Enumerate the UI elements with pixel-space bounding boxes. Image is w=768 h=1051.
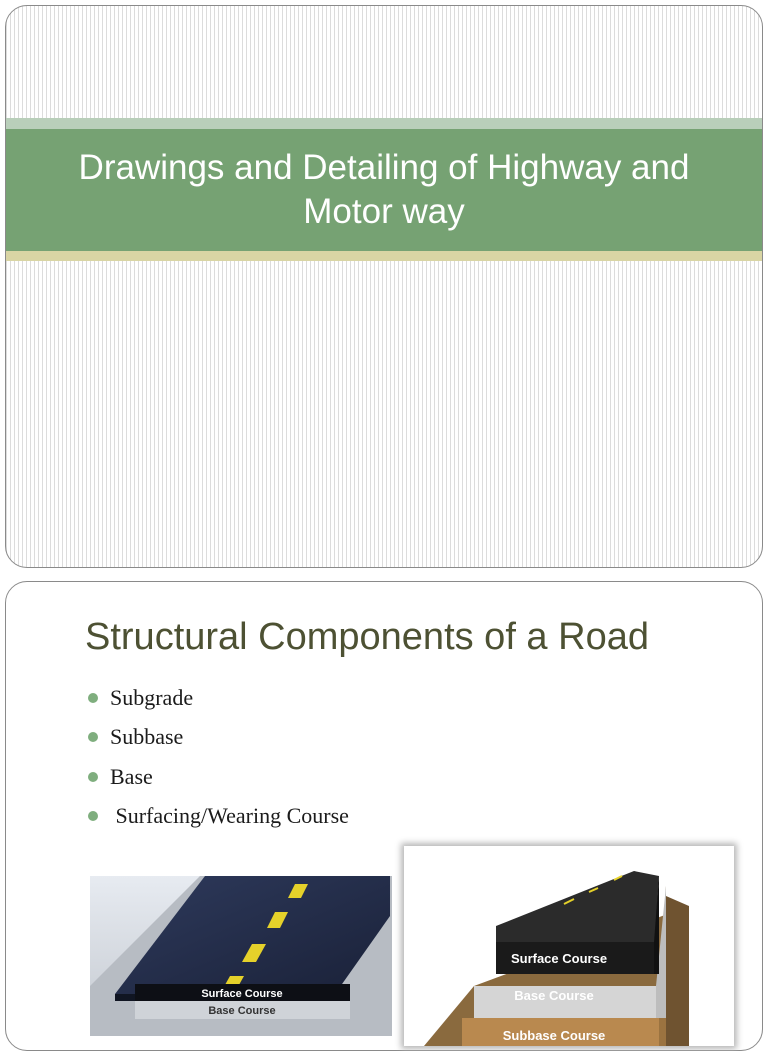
bullet-dot-icon xyxy=(88,693,98,703)
slide-heading: Structural Components of a Road xyxy=(85,616,649,658)
bullet-text: Subgrade xyxy=(110,684,194,710)
bullet-item xyxy=(86,718,349,758)
subbase-course-label: Subbase Course xyxy=(502,1028,606,1043)
slide-title: Drawings and Detailing of Highway and Motor way xyxy=(78,148,690,231)
road-layers-figure-frame xyxy=(404,846,734,1046)
title-band xyxy=(6,129,762,251)
content-slide xyxy=(5,581,763,1051)
bullet-item xyxy=(86,797,349,837)
surface-course-label: Surface Course xyxy=(510,951,608,966)
road-layers-illustration xyxy=(404,846,734,1046)
bullet-list xyxy=(86,678,349,836)
bullet-text: Subbase xyxy=(110,724,184,750)
bullet-text: Surfacing/Wearing Course xyxy=(110,803,349,829)
base-course-label: Base Course xyxy=(208,1005,276,1017)
title-band-top-stripe xyxy=(6,118,762,129)
bullet-item xyxy=(86,757,349,797)
bullet-item xyxy=(86,678,349,718)
bullet-dot-icon xyxy=(88,811,98,821)
soil-side xyxy=(666,896,689,1046)
bullet-dot-icon xyxy=(88,732,98,742)
title-slide xyxy=(5,5,763,568)
road-surface-illustration xyxy=(90,876,392,1036)
bullet-text: Base xyxy=(110,763,153,789)
base-course-label: Base Course xyxy=(514,988,594,1003)
bullet-dot-icon xyxy=(88,772,98,782)
title-band-bottom-stripe xyxy=(6,251,762,261)
surface-course-label: Surface Course xyxy=(201,988,283,1000)
